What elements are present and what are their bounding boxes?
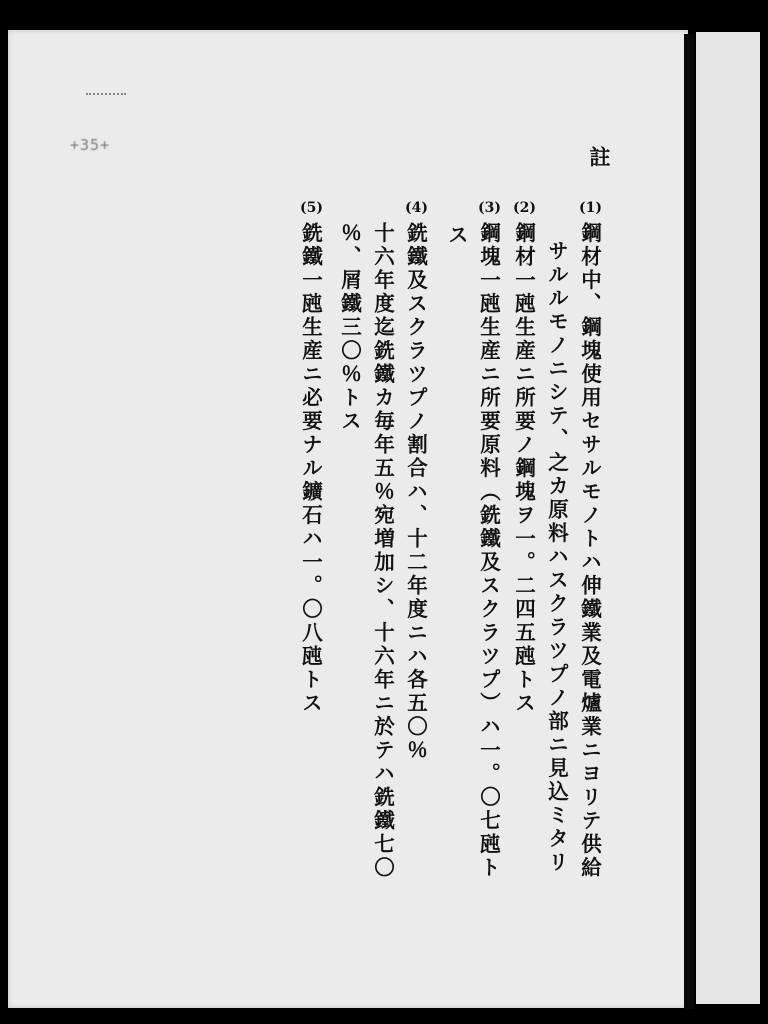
note-2-line-1: 鋼材一瓲生産ニ所要ノ鋼塊ヲ一。二四五瓲トス [511, 222, 536, 716]
note-4-line-2: 十六年度迄銑鐵カ毎年五％宛増加シ、十六年ニ於テハ銑鐵七〇 [370, 222, 395, 880]
note-2-number: (2) [513, 200, 536, 216]
note-3-line-1: 鋼塊一瓲生産ニ所要原料（銑鐵及スクラツプ）ハ一。〇七瓲ト [476, 222, 501, 880]
note-1-number: (1) [579, 200, 602, 216]
note-5-number: (5) [300, 200, 323, 216]
page-mark [86, 93, 126, 99]
book-spine [684, 34, 694, 1009]
note-1-line-1: 鋼材中、鋼塊使用セサルモノトハ伸鐵業及電爐業ニヨリテ供給 [577, 222, 602, 880]
note-4-line-3: ％、屑鐵三〇％トス [337, 222, 362, 434]
note-4-line-1: 銑鐵及スクラツプノ割合ハ、十二年度ニハ各五〇％ [403, 222, 428, 763]
adjacent-page-edge [696, 32, 760, 1004]
page-number-stamp: +35+ [70, 136, 111, 154]
note-3-line-2: ス [444, 224, 469, 248]
note-4-number: (4) [405, 200, 428, 216]
note-1-line-2: サルルモノニシテ、之カ原料ハスクラツプノ部ニ見込ミタリ [544, 240, 569, 875]
note-5-line-1: 銑鐵一瓲生産ニ必要ナル鑛石ハ一。〇八瓲トス [298, 222, 323, 716]
note-3-number: (3) [478, 200, 501, 216]
notes-heading: 註 [587, 146, 612, 167]
